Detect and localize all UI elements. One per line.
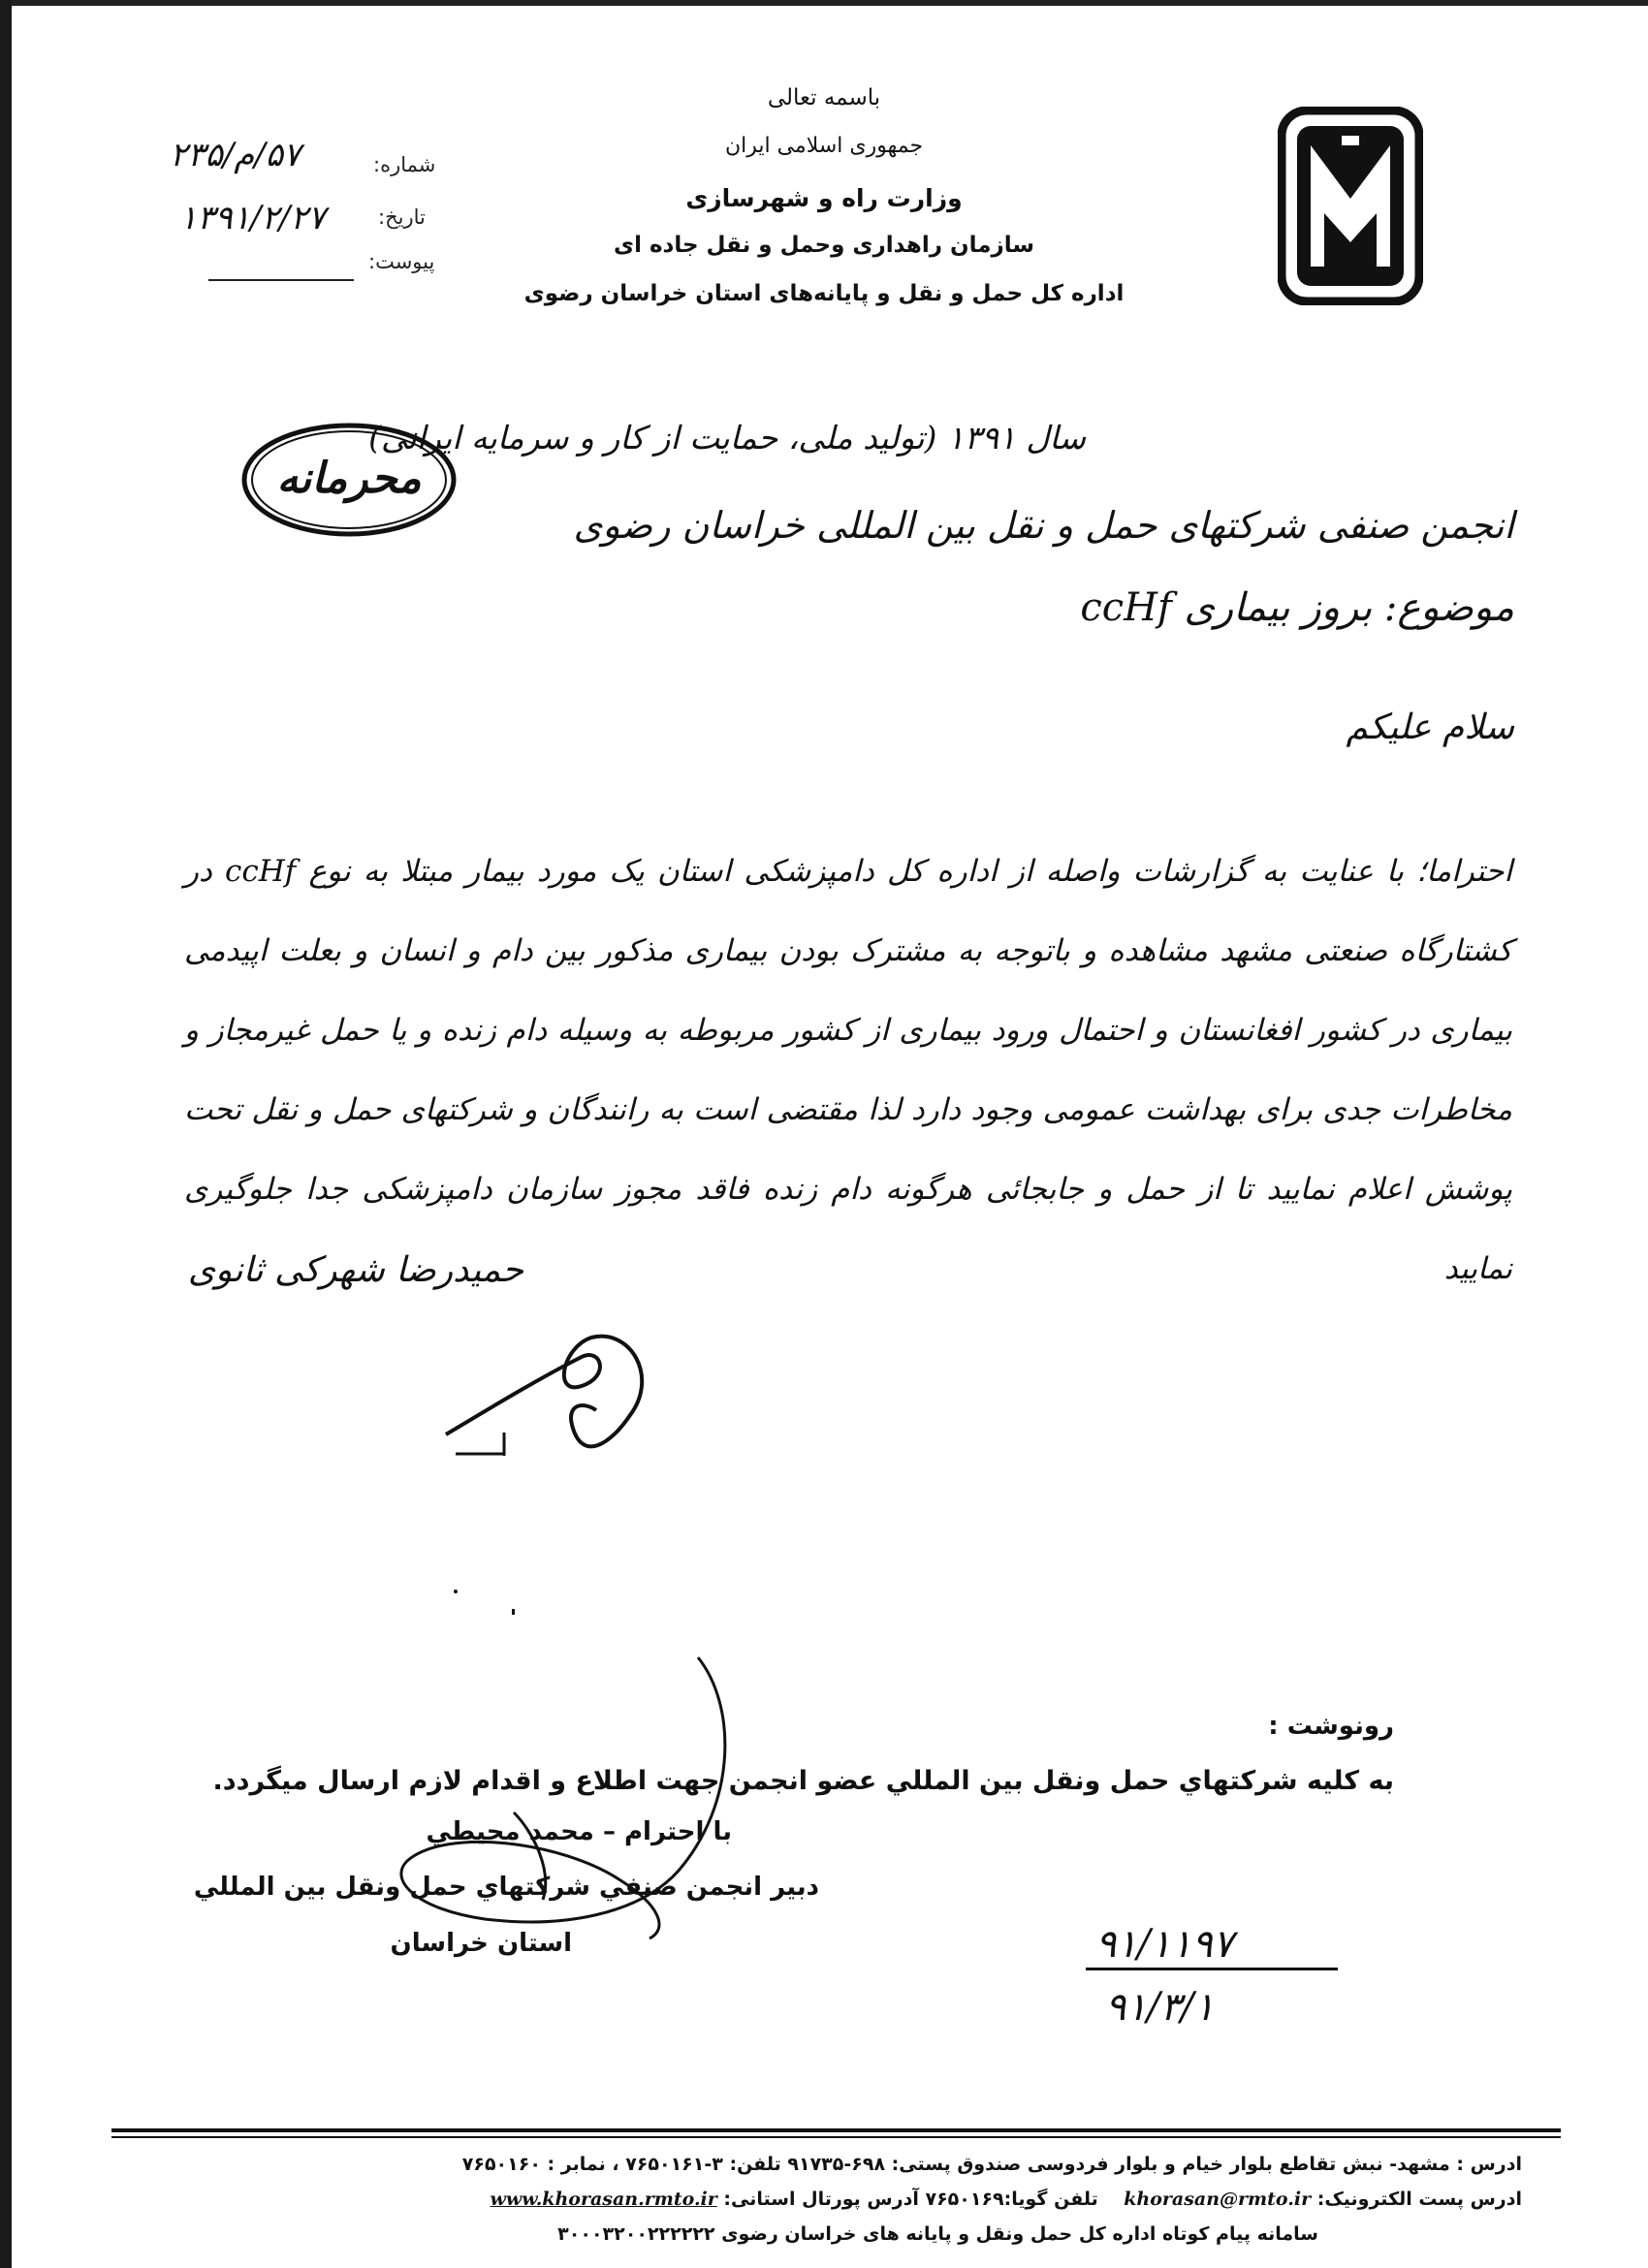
date-value: ۱۳۹۱/۲/۲۷ [179, 199, 326, 237]
date-label: تاریخ: [378, 205, 426, 229]
registration-date: ۹۱/۳/۱ [1105, 1985, 1215, 2030]
speck [454, 1590, 458, 1593]
ministry-name: وزارت راه و شهرسازی [685, 184, 963, 212]
email-label: ادرس پست الکترونیک: [1316, 2189, 1522, 2210]
copy-line-1: به كليه شركتهاي حمل ونقل بين المللي عضو انجمن جهت اطلاع و اقدام لازم ارسال ميگردد. [212, 1766, 1394, 1796]
copy-signature [368, 1648, 776, 1958]
footer-rule-bottom [111, 2136, 1561, 2138]
scan-left-edge [0, 0, 12, 2268]
year-slogan: سال ۱۳۹۱ (تولید ملی، حمایت از کار و سرمایه ایرانی) [368, 419, 1086, 457]
greeting: سلام علیکم [1346, 708, 1514, 747]
phone-portal-label: تلفن گویا:۷۶۵۰۱۶۹ آدرس پورتال استانی: [723, 2189, 1098, 2210]
basmala: باسمه تعالی [767, 85, 881, 110]
signature [436, 1318, 688, 1473]
signatory-name: حمیدرضا شهرکی ثانوی [187, 1250, 523, 1290]
portal-link[interactable]: www.khorasan.rmto.ir [490, 2189, 717, 2210]
registration-number: ۹۱/۱۱۹۷ [1095, 1922, 1234, 1967]
footer-contact [107, 2185, 1522, 2214]
department-name: اداره کل حمل و نقل و پایانه‌های استان خراسان رضوی [523, 281, 1125, 306]
attachment-label: پیوست: [368, 250, 435, 273]
email-link[interactable]: khorasan@rmto.ir [1124, 2189, 1312, 2210]
scan-top-edge [0, 0, 1648, 6]
country-name: جمهوری اسلامی ایران [724, 134, 924, 158]
footer-address: ادرس : مشهد- نبش تقاطع بلوار خیام و بلوار فردوسی صندوق پستی: ۶۹۸-۹۱۷۳۵ تلفن: ۳-۷۶۵۰۱۶۱ ، نمابر : ۷۶۵۰۱۶۰ [461, 2154, 1522, 2175]
stamp-text: محرمانه [276, 454, 422, 503]
registration-divider [1086, 1968, 1338, 1970]
attachment-line [208, 279, 354, 281]
footer-rule-top [111, 2128, 1561, 2132]
copy-line-4: استان خراسان [390, 1929, 572, 1958]
number-label: شماره: [373, 153, 436, 176]
copy-label: رونوشت : [1268, 1712, 1394, 1741]
footer-sms: سامانه پیام کوتاه اداره کل حمل ونقل و پایانه های خراسان رضوی ۳۰۰۰۳۲۰۰۲۲۲۲۲۲ [557, 2223, 1318, 2245]
rmto-logo [1278, 107, 1423, 305]
number-value: ۵۷/م/۲۳۵ [170, 136, 301, 174]
copy-line-2: با احترام – محمد محيطي [426, 1817, 732, 1846]
organization-name: سازمان راهداری وحمل و نقل جاده ای [613, 233, 1034, 258]
copy-line-3: دبير انجمن صنفي شركتهاي حمل ونقل بين المللي [193, 1873, 819, 1902]
recipient: انجمن صنفی شرکتهای حمل و نقل بین المللی خراسان رضوی [573, 504, 1514, 547]
subject: موضوع: بروز بیماری ccHf [1080, 585, 1514, 630]
speck [512, 1609, 515, 1615]
letter-body: احتراما؛ با عنایت به گزارشات واصله از اداره کل دامپزشکی استان یک مورد بیمار مبتلا به نوع ccHf در کشتارگاه صنعتی مشهد مشاهده و باتوجه به مشترک بودن بیماری مذکور بین دام و انسان و بعلت اپیدمی بیماری در کشور افغانستان و احتمال ورود بیماری از کشور مربوطه به وسیله دام زنده و یا حمل غیرمجاز و مخاطرات جدی برای بهداشت عمومی وجود دارد لذا مقتضی است به رانندگان و شرکتهای حمل و نقل تحت پوشش اعلام نمایید تا از حمل و جابجائی هرگونه دام زنده فاقد مجوز سازمان دامپزشکی جدا جلوگیری نمایید [184, 854, 1512, 1286]
